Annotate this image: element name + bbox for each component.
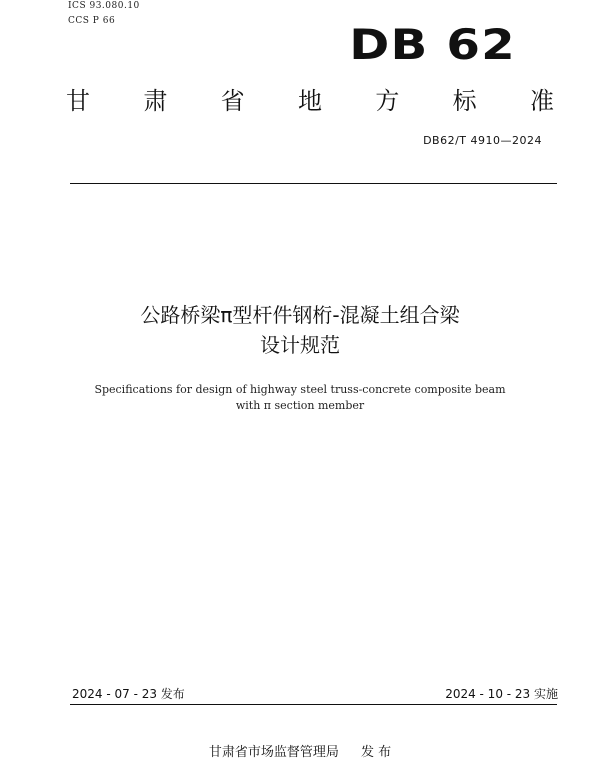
standard-number: DB62/T 4910—2024: [423, 134, 542, 147]
standard-type-heading: [66, 86, 554, 116]
standard-type-char: 准: [529, 87, 554, 115]
standard-type-char: 省: [220, 87, 245, 115]
issuer-name: 甘肃省市场监督管理局: [208, 745, 339, 760]
chinese-title-line-1: 公路桥梁π型杆件钢桁-混凝土组合梁: [140, 303, 460, 327]
standard-type-char: 方: [375, 87, 400, 115]
english-title: [50, 382, 550, 414]
ics-code: ICS 93.080.10: [68, 1, 140, 11]
english-title-line-1: Specifications for design of highway steel truss-concrete composite beam: [94, 383, 506, 396]
english-title-line-2: with π section member: [235, 399, 365, 412]
publish-date: 2024 - 07 - 23 发布: [72, 687, 185, 701]
bottom-divider: [70, 704, 557, 705]
db62-logo: DB 62: [349, 20, 516, 69]
chinese-title-line-2: 设计规范: [260, 333, 340, 357]
implement-date: 2024 - 10 - 23 实施: [445, 687, 558, 701]
issuer-line: [0, 744, 600, 762]
chinese-title: [50, 300, 550, 360]
standard-type-char: 肃: [143, 87, 168, 115]
standard-type-char: 地: [297, 87, 322, 115]
standard-type-char: 甘: [66, 87, 90, 115]
top-divider: [70, 183, 557, 184]
standard-type-char: 标: [452, 87, 477, 115]
ccs-code: CCS P 66: [68, 16, 116, 26]
issue-label: 发 布: [360, 745, 392, 760]
